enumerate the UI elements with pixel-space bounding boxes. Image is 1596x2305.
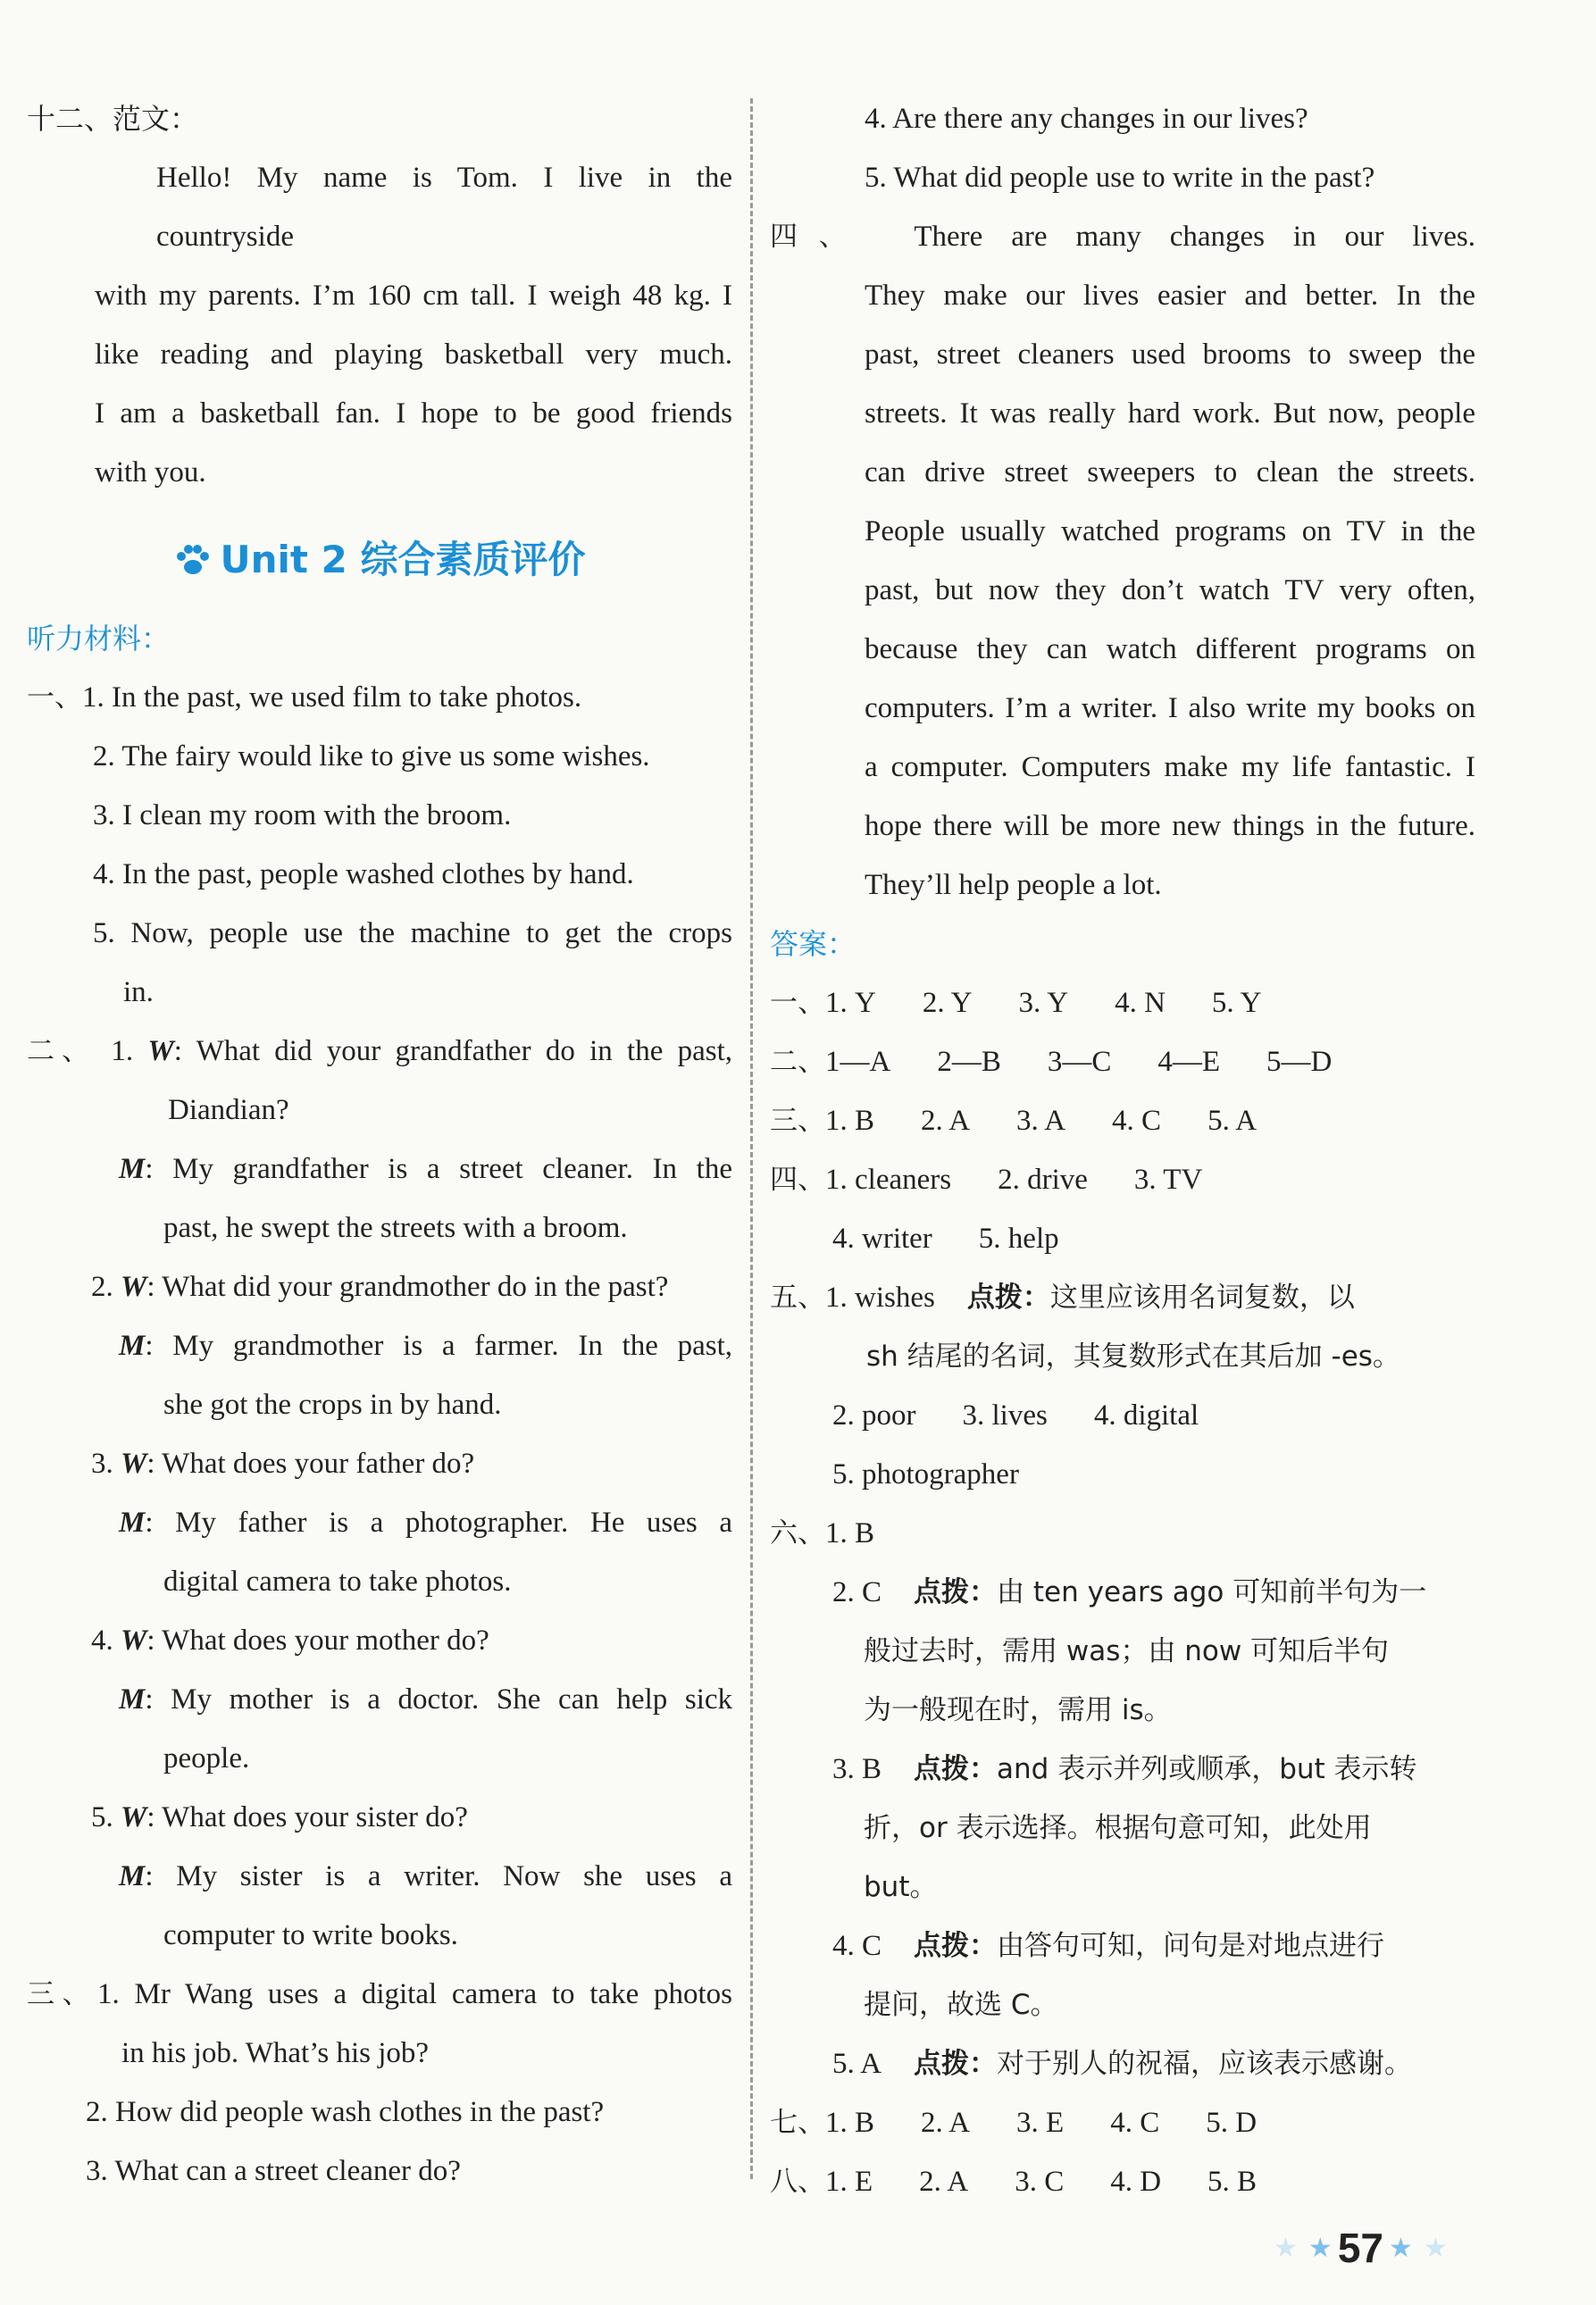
section-label: 二、 — [27, 1035, 97, 1067]
tip-text-cont: 折，or 表示选择。根据句意可知，此处用 — [864, 1812, 1372, 1844]
listening-s3-item — [27, 1965, 732, 2024]
answers-5-1 — [770, 1268, 1475, 1327]
dialogue-1-m-cont: past, he swept the streets with a broom. — [163, 1212, 628, 1244]
dialogue-4-m-cont: people. — [163, 1742, 250, 1775]
essay-line: Hello! My name is Tom. I live in the countryside — [156, 162, 732, 253]
answers-5-5: 5. photographer — [832, 1458, 1019, 1491]
dialogue-2-m — [27, 1316, 732, 1375]
listening-s1-item: 2. The fairy would like to give us some wishes. — [93, 740, 650, 773]
answers-8 — [770, 2152, 1475, 2211]
answer: 1. B — [825, 2107, 875, 2139]
section-label: 四、 — [770, 221, 868, 253]
colon: : — [146, 1624, 155, 1657]
page-number-footer — [1268, 2224, 1453, 2272]
speaker-w: W — [121, 1448, 147, 1480]
speaker-m: M — [119, 1153, 146, 1185]
paw-icon — [174, 544, 210, 576]
answer: 2. Y — [922, 987, 973, 1019]
item-number: 1. — [111, 1035, 134, 1067]
answer: 5. D — [1206, 2107, 1258, 2139]
tip-label: 点拨： — [914, 1576, 998, 1608]
essay-line: I am a basketball fan. I hope to be good friends — [95, 397, 732, 430]
dialogue-4-m — [27, 1670, 732, 1729]
answer: 1. wishes — [825, 1282, 935, 1314]
section-label: 六、 — [770, 1517, 825, 1549]
speech: What does your mother do? — [162, 1624, 489, 1657]
passage-line: can drive street sweepers to clean the streets. — [865, 456, 1475, 489]
essay-line: like reading and playing basketball very much. — [95, 338, 732, 371]
dialogue-5-m-cont: computer to write books. — [163, 1919, 458, 1951]
tip-label: 点拨： — [914, 2048, 998, 2080]
answer: 3. E — [1016, 2107, 1065, 2139]
answer: 3—C — [1047, 1046, 1112, 1078]
listening-s1-item: 5. Now, people use the machine to get the crops — [93, 917, 732, 949]
listening-s1-item — [27, 668, 732, 727]
answer: 3. Y — [1018, 987, 1069, 1019]
dialogue-3-m — [27, 1493, 732, 1552]
tip-label: 点拨： — [914, 1930, 998, 1962]
colon: : — [146, 1801, 155, 1833]
answer: 4. N — [1115, 987, 1166, 1019]
answer: 3. C — [1015, 2166, 1065, 2198]
speaker-w: W — [121, 1801, 147, 1833]
answer: 2—B — [937, 1046, 1001, 1078]
colon: : — [145, 1683, 154, 1716]
listening-s3-item: 4. Are there any changes in our lives? — [865, 103, 1308, 135]
answer: 4. writer — [832, 1223, 932, 1255]
listening-s1-item: in. — [123, 976, 154, 1008]
listening-s1-item: 4. In the past, people washed clothes by hand. — [93, 858, 634, 890]
tip-text: 对于别人的祝福，应该表示感谢。 — [997, 2048, 1413, 2080]
colon: : — [173, 1035, 182, 1067]
passage-text: There are many changes in our lives. — [914, 221, 1475, 253]
colon: : — [145, 1153, 154, 1185]
answers-2 — [770, 1032, 1475, 1091]
answer: 4. digital — [1093, 1399, 1199, 1432]
dialogue-1-w — [27, 1022, 732, 1081]
star-icon: ★ — [1274, 2233, 1298, 2263]
answer: 5. Y — [1211, 987, 1262, 1019]
tip-text-cont: but。 — [864, 1871, 938, 1903]
question: 1. Mr Wang uses a digital camera to take photos — [97, 1978, 733, 2010]
passage-line: People usually watched programs on TV in the — [865, 515, 1475, 547]
answer: 2. A — [921, 2107, 971, 2139]
dialogue-3-w — [27, 1434, 732, 1493]
dialogue-1-w-cont: Diandian? — [168, 1094, 289, 1126]
speech: My sister is a writer. Now she uses a — [176, 1860, 732, 1892]
colon: : — [146, 1271, 155, 1303]
answer: 2. A — [921, 1105, 971, 1137]
model-essay — [27, 148, 732, 502]
answer: 4. C — [1110, 2107, 1160, 2139]
passage-line: past, street cleaners used brooms to sweep the — [865, 338, 1475, 371]
tip-text-cont: sh 结尾的名词，其复数形式在其后加 -es。 — [866, 1340, 1400, 1373]
section-label: 五、 — [770, 1282, 825, 1314]
unit-title-text: Unit 2 综合素质评价 — [220, 538, 586, 581]
answer: 1—A — [825, 1046, 891, 1078]
tip-text: 这里应该用名词复数，以 — [1049, 1282, 1355, 1314]
colon: : — [146, 1448, 155, 1480]
essay-line: with you. — [95, 456, 206, 489]
answer: 1. B — [825, 1105, 875, 1137]
tip-text-cont: 为一般现在时，需用 is。 — [864, 1694, 1172, 1726]
essay-line: with my parents. I’m 160 cm tall. I weigh 48 kg. I — [95, 280, 732, 312]
speaker-w: W — [147, 1035, 174, 1067]
answer: 1. E — [825, 2166, 873, 2198]
listening-s3-item: 2. How did people wash clothes in the past? — [86, 2096, 605, 2128]
colon: : — [145, 1860, 154, 1892]
item-number: 4. — [91, 1624, 113, 1657]
answers-3 — [770, 1091, 1475, 1150]
answer: 1. Y — [825, 987, 876, 1019]
answer: 1. cleaners — [825, 1164, 952, 1196]
section-label: 七、 — [770, 2107, 825, 2139]
passage-line: because they can watch different programs on — [865, 633, 1475, 665]
dialogue-2-m-cont: she got the crops in by hand. — [163, 1389, 502, 1421]
answers-5-2 — [770, 1386, 1475, 1445]
dialogue-3-m-cont: digital camera to take photos. — [163, 1566, 512, 1598]
answer: 3. lives — [962, 1399, 1048, 1432]
left-column — [27, 89, 732, 2201]
colon: : — [145, 1330, 154, 1362]
answers-6-1 — [770, 1504, 1475, 1563]
item-number: 2. — [91, 1271, 113, 1303]
answers-4-cont — [770, 1209, 1475, 1268]
colon: : — [145, 1507, 154, 1539]
section-label: 三、 — [770, 1105, 825, 1137]
speech: My mother is a doctor. She can help sick — [171, 1683, 733, 1716]
section-label: 二、 — [770, 1046, 825, 1078]
answers-6-3 — [770, 1740, 1475, 1799]
passage-line — [770, 207, 1475, 266]
star-icon: ★ — [1308, 2233, 1333, 2263]
listening-s3-item-cont: in his job. What’s his job? — [121, 2037, 430, 2069]
column-divider — [750, 98, 753, 2179]
answers-4 — [770, 1150, 1475, 1209]
section-label: 一、 — [770, 987, 825, 1019]
answer: 4—E — [1157, 1046, 1221, 1078]
section-label: 四、 — [770, 1164, 825, 1196]
tip-text: 由 ten years ago 可知前半句为一 — [997, 1576, 1427, 1608]
answer: 5—D — [1266, 1046, 1333, 1078]
speech: My grandfather is a street cleaner. In the — [172, 1153, 732, 1185]
passage-line: computers. I’m a writer. I also write my books on — [865, 692, 1475, 724]
tip-label: 点拨： — [966, 1282, 1050, 1314]
listening-s3-item: 3. What can a street cleaner do? — [86, 2155, 461, 2187]
answers-7 — [770, 2093, 1475, 2152]
dialogue-2-w — [27, 1257, 732, 1316]
answer: 2. drive — [998, 1164, 1088, 1196]
passage-line: a computer. Computers make my life fantastic. I — [865, 751, 1475, 783]
tip-label: 点拨： — [914, 1753, 998, 1785]
listening-s3-item: 5. What did people use to write in the past? — [865, 162, 1375, 194]
page-number: 57 — [1337, 2225, 1383, 2271]
passage-line: past, but now they don’t watch TV very often, — [865, 574, 1475, 606]
passage-line: They make our lives easier and better. In the — [865, 280, 1475, 312]
speaker-m: M — [119, 1683, 146, 1716]
tip-text: 由答句可知，问句是对地点进行 — [997, 1930, 1385, 1962]
listening-s1-item: 3. I clean my room with the broom. — [93, 799, 512, 831]
section-label: 八、 — [770, 2166, 825, 2198]
item-number: 5. — [91, 1801, 113, 1833]
listening-heading: 听力材料： — [27, 622, 171, 656]
answer: 1. B — [825, 1517, 875, 1549]
section-label: 一、 — [27, 681, 82, 714]
speech: What does your sister do? — [162, 1801, 468, 1833]
tip-text: and 表示并列或顺承，but 表示转 — [997, 1753, 1417, 1785]
speaker-m: M — [119, 1330, 146, 1362]
speaker-m: M — [119, 1507, 146, 1539]
speech: What did your grandmother do in the past? — [162, 1271, 669, 1303]
answer: 3. B — [832, 1753, 882, 1785]
answer: 5. A — [832, 2048, 882, 2080]
answer: 2. A — [919, 2166, 969, 2198]
speaker-w: W — [121, 1271, 147, 1303]
answer: 5. help — [978, 1223, 1059, 1255]
answer: 4. D — [1110, 2166, 1162, 2198]
dialogue-4-w — [27, 1611, 732, 1670]
tip-text-cont: 般过去时，需用 was；由 now 可知后半句 — [864, 1635, 1390, 1667]
tip-text-cont: 提问，故选 C。 — [864, 1989, 1058, 2021]
speaker-m: M — [119, 1860, 146, 1892]
passage-line: hope there will be more new things in the future. — [865, 810, 1475, 842]
star-icon: ★ — [1388, 2233, 1413, 2263]
dialogue-5-w — [27, 1788, 732, 1847]
sentence: 1. In the past, we used film to take photos. — [82, 681, 582, 714]
right-column — [770, 89, 1475, 2211]
answer: 5. A — [1207, 1105, 1258, 1137]
speaker-w: W — [121, 1624, 147, 1657]
answers-1 — [770, 973, 1475, 1032]
answer: 3. A — [1016, 1105, 1066, 1137]
dialogue-1-m — [27, 1140, 732, 1198]
speech: What does your father do? — [162, 1448, 475, 1480]
answers-heading: 答案： — [770, 927, 856, 961]
answers-6-5 — [770, 2034, 1475, 2093]
answer: 2. poor — [832, 1399, 916, 1432]
answer: 2. C — [832, 1576, 882, 1608]
speech: My father is a photographer. He uses a — [175, 1507, 732, 1539]
item-number: 3. — [91, 1448, 113, 1480]
answers-6-2 — [770, 1563, 1475, 1622]
answers-6-4 — [770, 1917, 1475, 1975]
section-label: 三、 — [27, 1978, 97, 2010]
answer: 4. C — [832, 1930, 882, 1962]
dialogue-5-m — [27, 1847, 732, 1906]
star-icon: ★ — [1423, 2233, 1448, 2263]
speech: What did your grandfather do in the past, — [196, 1035, 733, 1067]
passage-line: streets. It was really hard work. But now, people — [865, 397, 1475, 430]
unit-title — [27, 511, 732, 609]
answer: 3. TV — [1133, 1164, 1203, 1196]
section-12-heading: 十二、范文： — [27, 102, 199, 136]
speech: My grandmother is a farmer. In the past, — [172, 1330, 733, 1362]
answer: 5. B — [1207, 2166, 1258, 2198]
passage-line: They’ll help people a lot. — [865, 869, 1162, 901]
answer: 4. C — [1112, 1105, 1162, 1137]
